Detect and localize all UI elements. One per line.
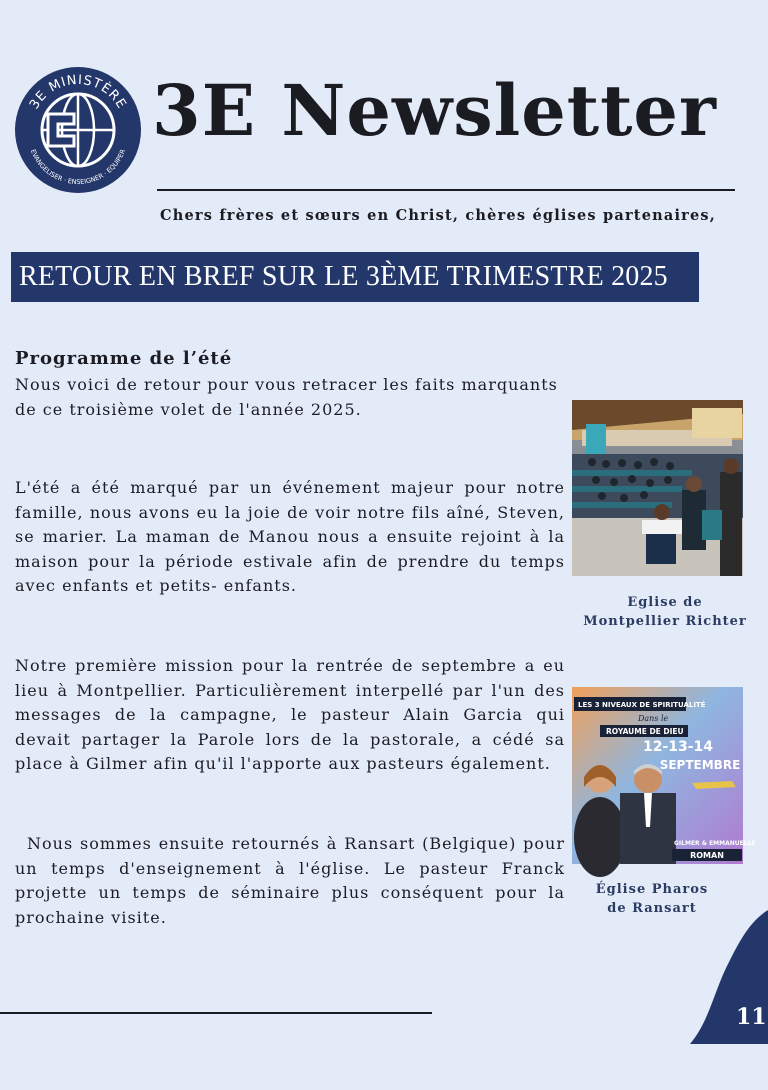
paragraph-summer: L'été a été marqué par un événement majeur pour notre famille, nous avons eu la joie de voir notre fils aîné, Steven, se marier. La maman de Manou nous a ensuite rejoint à la maison pour la période estivale afin de prendre du temps avec enfants et petits- enfants. — [15, 478, 565, 595]
poster-dates: 12-13-14 — [642, 739, 714, 755]
poster-line2: Dans le — [638, 714, 669, 723]
logo-top-text: 3E MINISTÈRE — [26, 72, 130, 112]
section-title: Programme de l’été — [15, 348, 233, 369]
caption-line: Montpellier Richter — [583, 614, 747, 629]
caption-line: Église Pharos — [595, 882, 709, 897]
paragraph-ransart: Nous sommes ensuite retournés à Ransart (Belgique) pour un temps d'enseignement à l'église. Le pasteur Franck projette un temps de séminaire plus conséquent pour la prochaine visite. — [15, 834, 565, 927]
poster-names: GILMER & EMMANUELLE — [674, 840, 756, 847]
paragraph-montpellier: Notre première mission pour la rentrée de septembre a eu lieu à Montpellier. Particulièrement interpellé par l'un des messages de la campagne, le pasteur Alain Garcia qui devait partager la Parole lors de la pastorale, a cédé sa place à Gilmer afin qu'il l'apporte aux pasteurs également. — [15, 656, 565, 773]
poster-month: SEPTEMBRE — [659, 758, 741, 772]
photo-caption-montpellier — [565, 593, 765, 631]
newsletter-title: 3E Newsletter — [152, 69, 717, 152]
section-banner: RETOUR EN BREF SUR LE 3ÈME TRIMESTRE 2025 — [11, 252, 699, 302]
page-number: 11 — [736, 1004, 767, 1030]
paragraph-intro: Nous voici de retour pour vous retracer les faits marquants de ce troisième volet de l'année 2025. — [15, 375, 558, 419]
caption-line: Eglise de — [627, 595, 703, 610]
ransart-event-poster — [572, 687, 756, 864]
poster-line3: ROYAUME DE DIEU — [606, 727, 684, 736]
montpellier-church-photo — [572, 400, 743, 576]
poster-line1: LES 3 NIVEAUX DE SPIRITUALITÉ — [578, 701, 706, 709]
ministry-logo — [14, 66, 142, 194]
footer-divider — [0, 1012, 432, 1014]
header-divider — [157, 189, 735, 191]
greeting-text: Chers frères et sœurs en Christ, chères églises partenaires, — [160, 207, 717, 224]
poster-surname: ROMAN — [690, 851, 724, 860]
caption-line: de Ransart — [607, 901, 697, 916]
logo-bottom-text: EVANGELISER · ENSEIGNER · EQUIPER — [28, 148, 128, 187]
